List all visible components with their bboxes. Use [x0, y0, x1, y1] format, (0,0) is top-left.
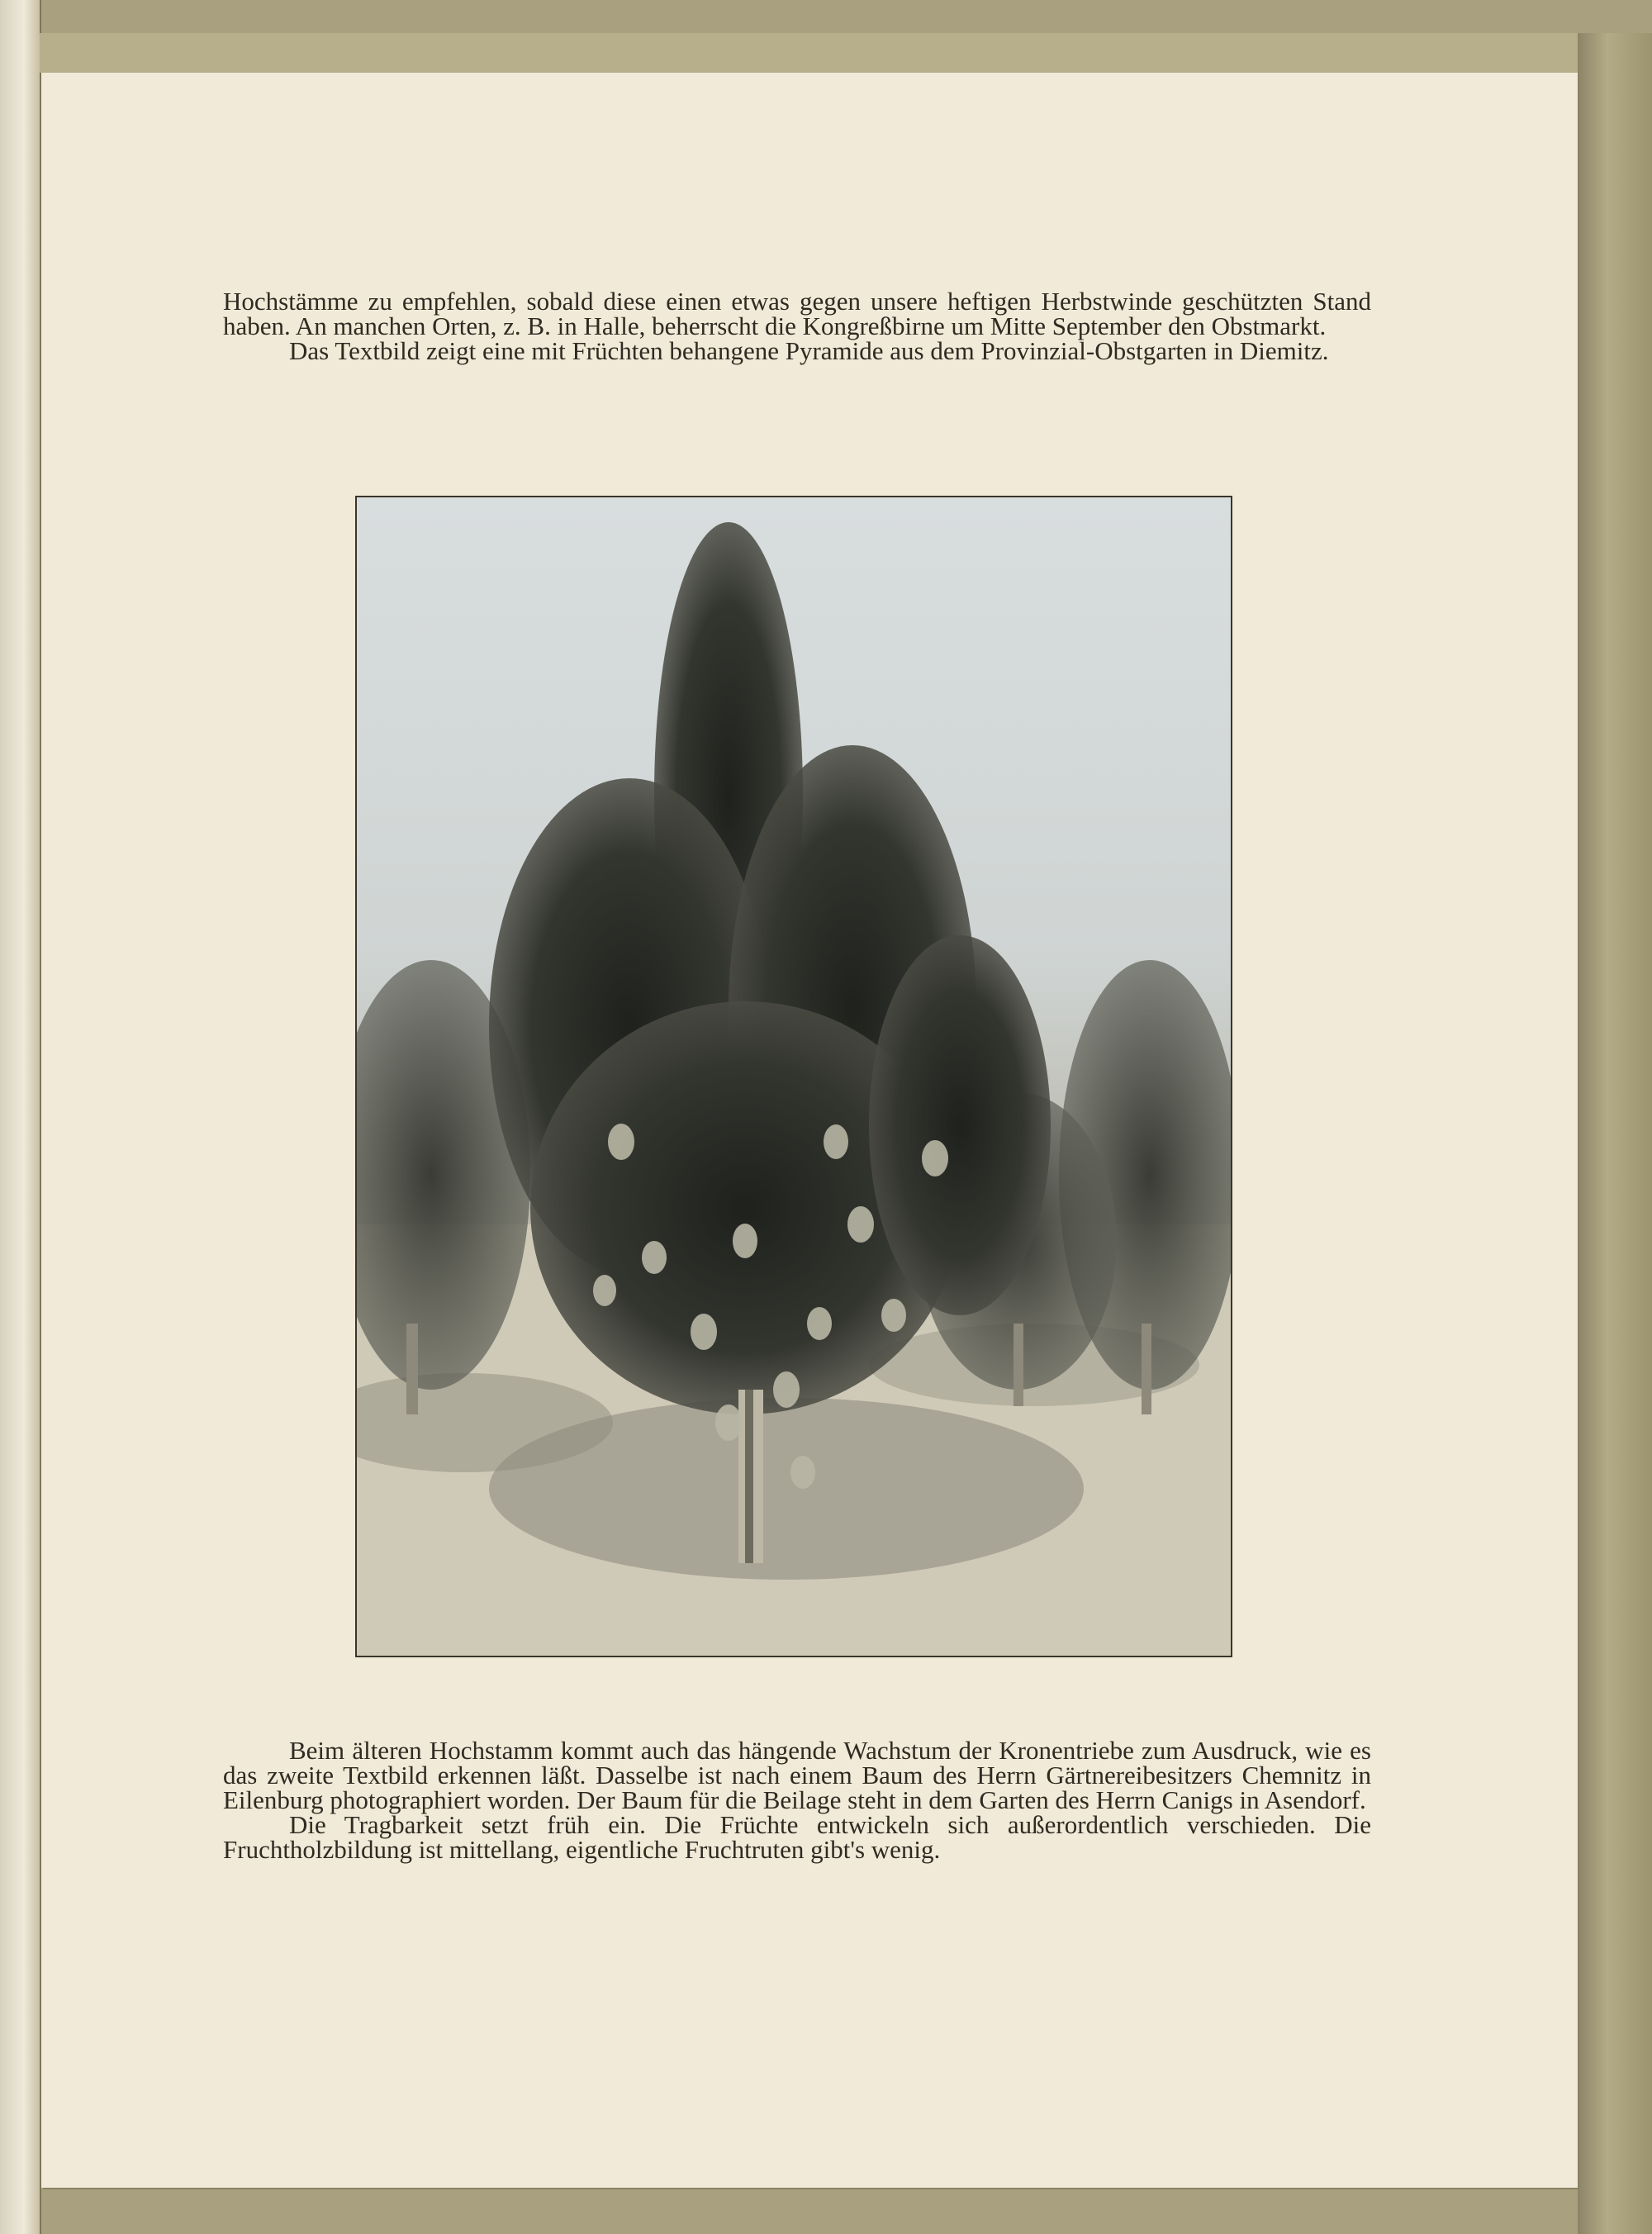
bottom-text-block — [223, 1738, 1371, 1862]
pear-tree-photograph — [355, 496, 1232, 1657]
pear-tree-illustration — [357, 497, 1231, 1656]
book-spine-edge — [0, 0, 41, 2234]
book-top-edge — [40, 33, 1578, 73]
top-text-block — [223, 289, 1371, 364]
paragraph-tragbarkeit: Die Tragbarkeit setzt früh ein. Die Früchte entwickeln sich außerordentlich verschieden. Die Fruchtholzbildung ist mittellang, eigentliche Fruchtruten gibt's wenig. — [223, 1810, 1371, 1864]
book-cover-edge — [1578, 33, 1652, 2234]
paragraph-textbild: Das Textbild zeigt eine mit Früchten behangene Pyramide aus dem Provinzial-Obstgarten in Diemitz. — [289, 336, 1329, 365]
paragraph-hochstaemme: Hochstämme zu empfehlen, sobald diese einen etwas gegen unsere heftigen Herbstwinde geschützten Stand haben. An manchen Orten, z. B. in Halle, beherrscht die Kongreßbirne um Mitte September den Obstmarkt. — [223, 287, 1371, 340]
paragraph-hochstamm: Beim älteren Hochstamm kommt auch das hängende Wachstum der Kronentriebe zum Ausdruck, wie es das zweite Textbild erkennen läßt. Dasselbe ist nach einem Baum des Herrn Gärtnereibesitzers Chemnitz in Eilenburg photographiert worden. Der Baum für die Beilage steht in dem Garten des Herrn Canigs in Asendorf. — [223, 1736, 1371, 1814]
